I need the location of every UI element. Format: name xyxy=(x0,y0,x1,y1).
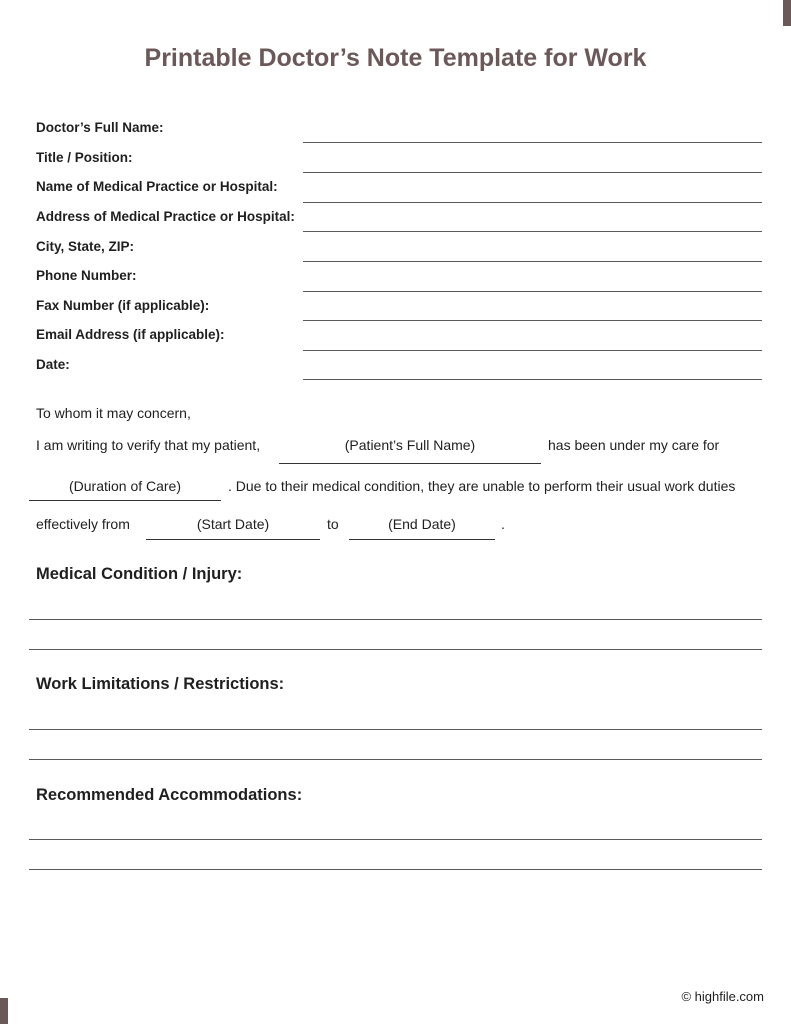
patient-name-field[interactable] xyxy=(279,463,541,464)
practice-name-field[interactable] xyxy=(303,202,762,203)
page-title: Printable Doctor’s Note Template for Work xyxy=(144,44,647,72)
fax-label: Fax Number (if applicable): xyxy=(36,298,210,313)
date-field[interactable] xyxy=(303,379,762,380)
effective-from-text: effectively from xyxy=(36,516,130,532)
city-state-zip-field[interactable] xyxy=(303,261,762,262)
phone-field[interactable] xyxy=(303,291,762,292)
salutation: To whom it may concern, xyxy=(36,405,191,421)
period-text: . xyxy=(501,516,505,532)
doctor-name-field[interactable] xyxy=(303,142,762,143)
corner-accent-bottom xyxy=(0,998,8,1024)
work-limitations-heading: Work Limitations / Restrictions: xyxy=(36,675,285,693)
title-position-field[interactable] xyxy=(303,172,762,173)
duration-field[interactable] xyxy=(29,500,221,501)
duration-placeholder: (Duration of Care) xyxy=(68,478,182,494)
city-state-zip-label: City, State, ZIP: xyxy=(36,239,135,254)
corner-accent-top xyxy=(783,0,791,26)
work-limitations-line-2[interactable] xyxy=(29,759,762,760)
medical-condition-heading: Medical Condition / Injury: xyxy=(36,565,243,583)
start-date-placeholder: (Start Date) xyxy=(196,516,270,532)
practice-name-label: Name of Medical Practice or Hospital: xyxy=(36,179,278,194)
care-text: has been under my care for xyxy=(548,437,720,453)
practice-address-field[interactable] xyxy=(303,231,762,232)
medical-condition-line-1[interactable] xyxy=(29,619,762,620)
email-field[interactable] xyxy=(303,350,762,351)
accommodations-line-1[interactable] xyxy=(29,839,762,840)
doctor-name-label: Doctor’s Full Name: xyxy=(36,120,164,135)
start-date-field[interactable] xyxy=(146,539,320,540)
medical-condition-line-2[interactable] xyxy=(29,649,762,650)
accommodations-heading: Recommended Accommodations: xyxy=(36,786,303,804)
phone-label: Phone Number: xyxy=(36,268,137,283)
title-position-label: Title / Position: xyxy=(36,150,133,165)
accommodations-line-2[interactable] xyxy=(29,869,762,870)
to-text: to xyxy=(327,516,339,532)
end-date-field[interactable] xyxy=(349,539,495,540)
condition-text: . Due to their medical condition, they are unable to perform their usual work duties xyxy=(228,478,736,494)
email-label: Email Address (if applicable): xyxy=(36,327,225,342)
fax-field[interactable] xyxy=(303,320,762,321)
end-date-placeholder: (End Date) xyxy=(388,516,456,532)
date-label: Date: xyxy=(36,357,70,372)
practice-address-label: Address of Medical Practice or Hospital: xyxy=(36,209,295,224)
patient-name-placeholder: (Patient’s Full Name) xyxy=(344,437,476,453)
verify-text: I am writing to verify that my patient, xyxy=(36,437,261,453)
footer-copyright: © highfile.com xyxy=(681,989,764,1004)
work-limitations-line-1[interactable] xyxy=(29,729,762,730)
